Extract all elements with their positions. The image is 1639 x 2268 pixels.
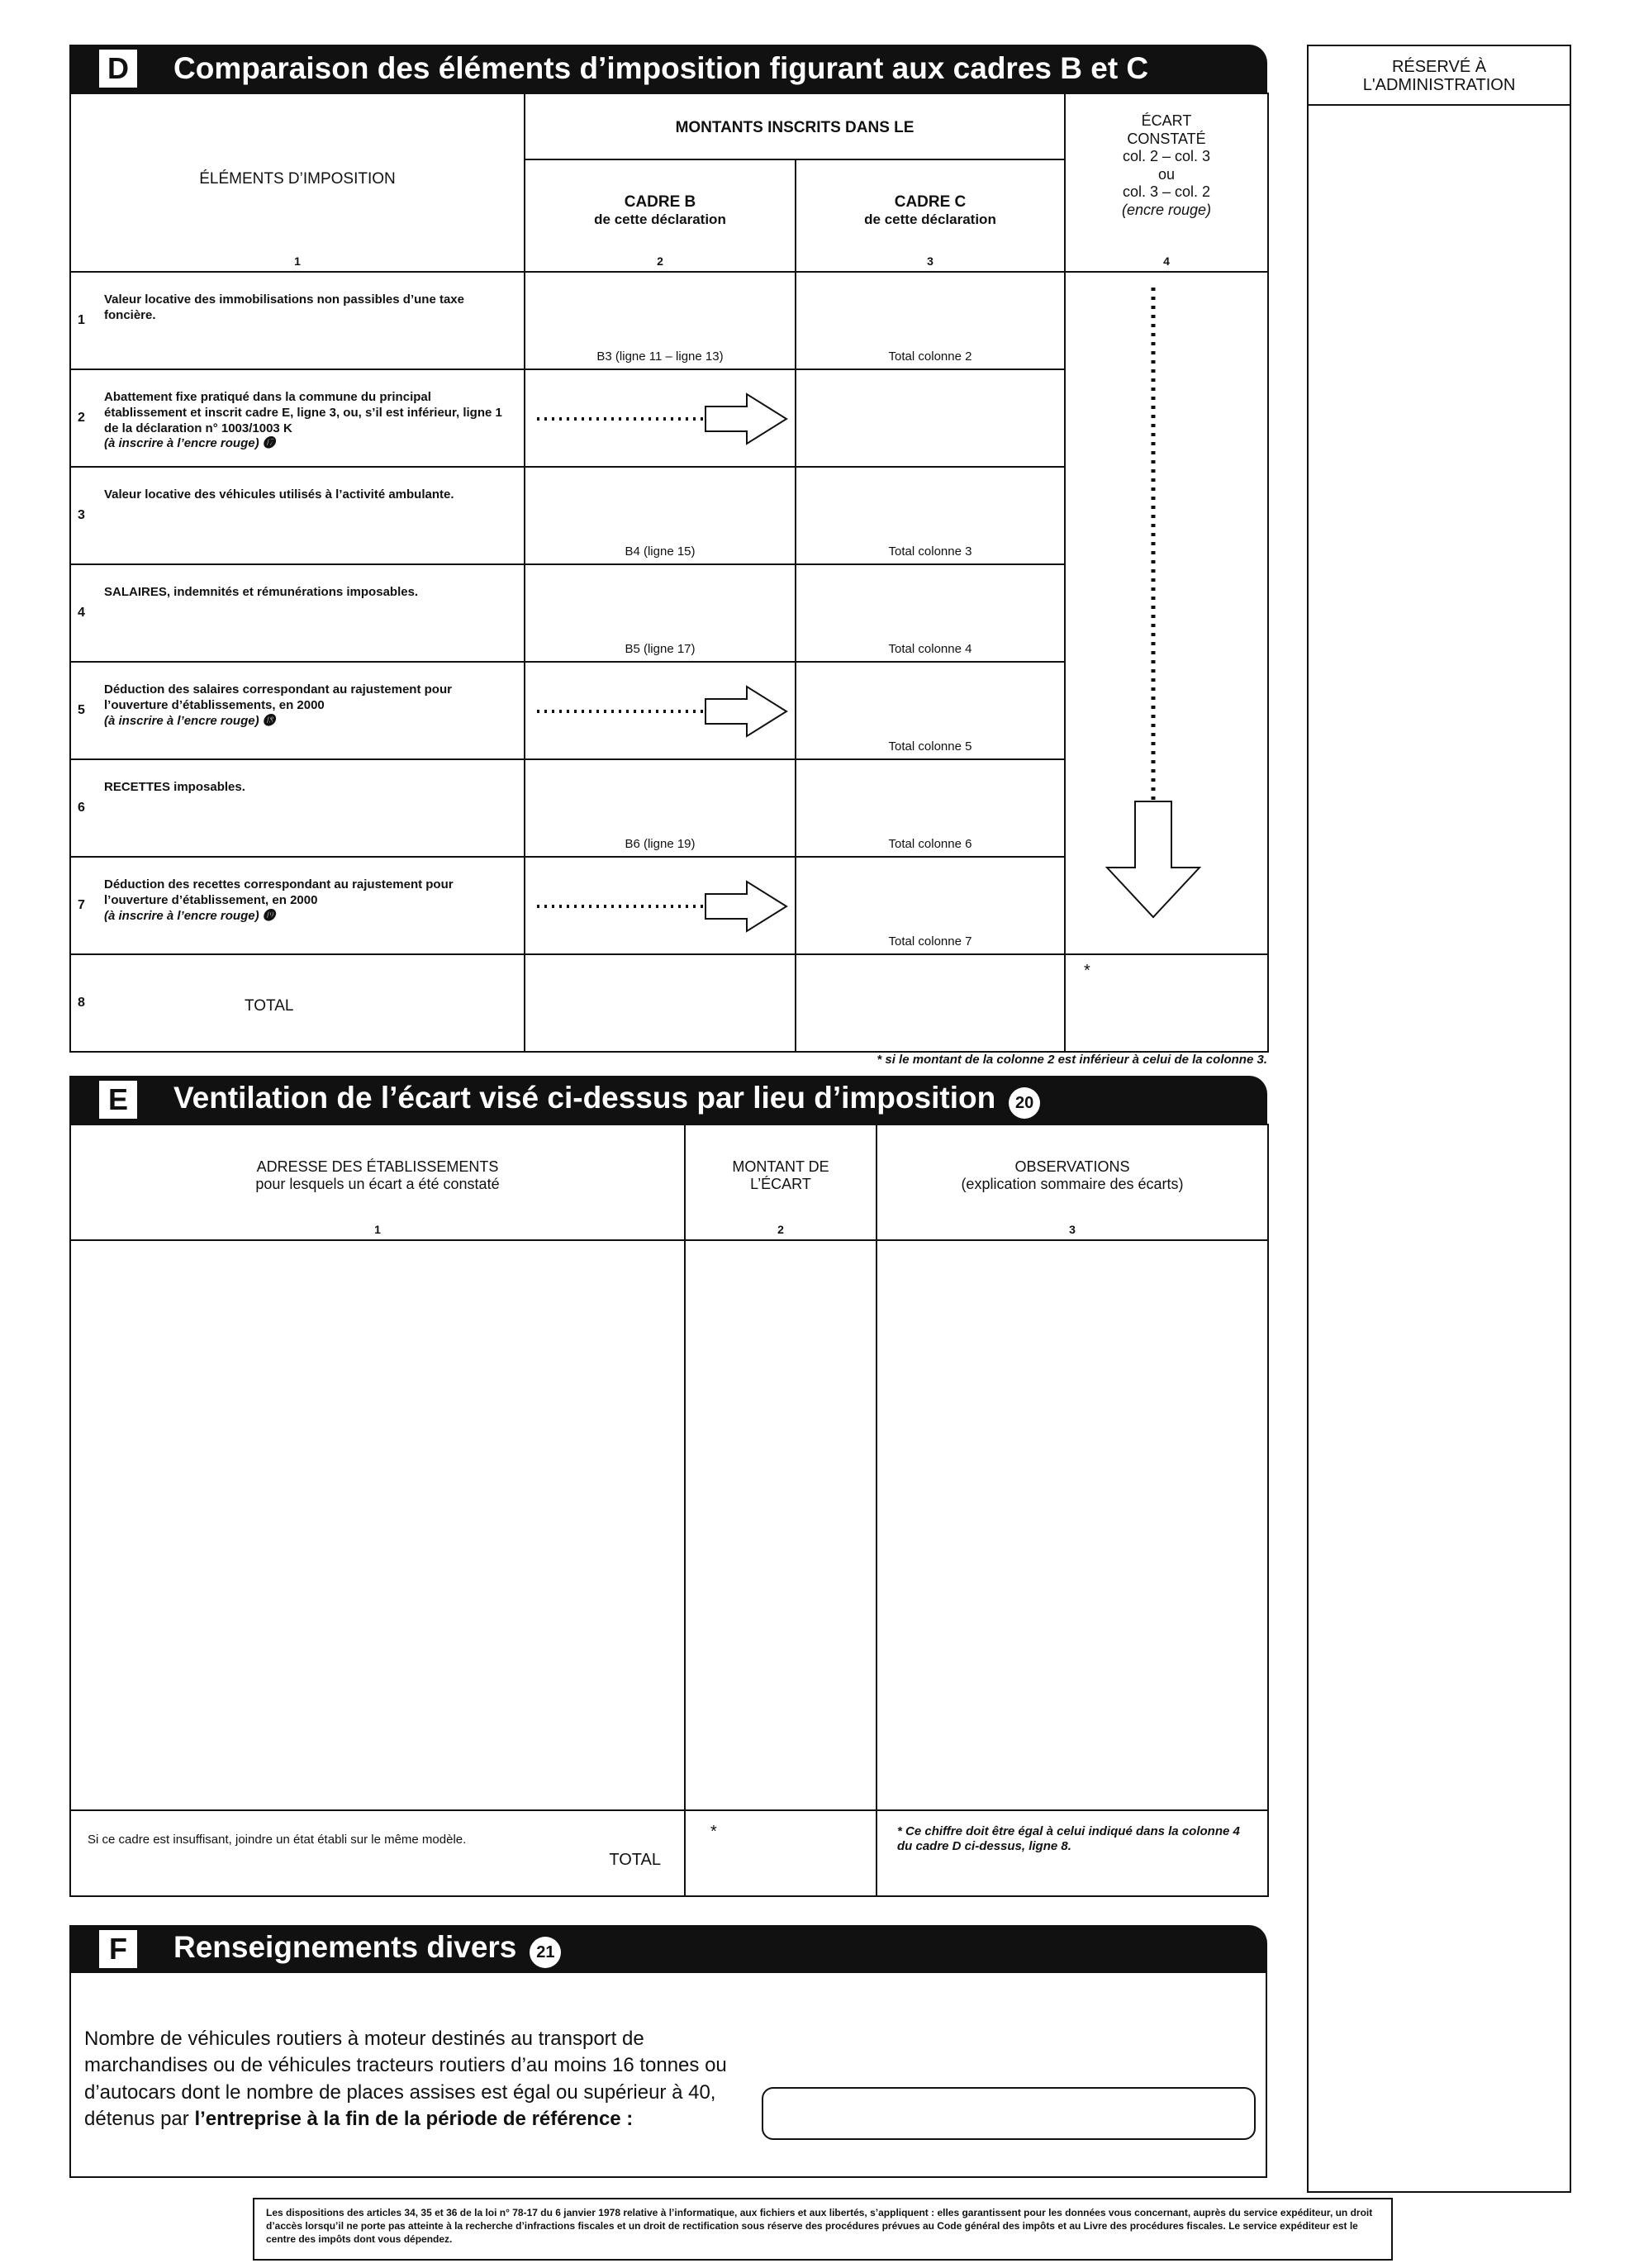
d-colnum-3: 3 (927, 254, 934, 268)
section-f-title (173, 1930, 561, 1969)
d-col1-header (70, 93, 525, 272)
d-group-header-text: MONTANTS INSCRITS DANS LE (675, 119, 915, 136)
d-row-cadre-c-field[interactable] (796, 954, 1065, 1052)
e-footer-left (70, 1810, 685, 1896)
e-col1-sub: pour lesquels un écart a été constaté (255, 1176, 500, 1192)
d-row-label (88, 479, 524, 503)
d-row-label-cell (70, 564, 525, 662)
d-col1-header-text: ÉLÉMENTS D’IMPOSITION (199, 170, 396, 188)
d-row-label-text: RECETTES imposables. (104, 780, 245, 794)
d-row-label (88, 772, 524, 796)
e-footer-left-text: Si ce cadre est insuffisant, joindre un état établi sur le même modèle. (88, 1833, 467, 1847)
e-amount-field[interactable] (685, 1240, 877, 1810)
d-row-cadre-b-field (525, 857, 796, 954)
d-total-ecart-field[interactable] (1065, 954, 1268, 1052)
d-row-cadre-b-ref: B6 (ligne 19) (625, 837, 696, 851)
d-row-label (88, 674, 524, 729)
d-row-cadre-b-field[interactable] (525, 272, 796, 369)
e-address-field[interactable] (70, 1240, 685, 1810)
right-arrow-icon (530, 877, 795, 935)
section-f-text (84, 2026, 745, 2133)
e-total-star: * (710, 1823, 717, 1841)
d-row-label-text: Déduction des recettes correspondant au rajustement pour l’ouverture d’établissement, en 2000 (104, 877, 454, 907)
d-row-number: 4 (78, 606, 85, 620)
d-row-cadre-c-field[interactable] (796, 369, 1065, 467)
d-row-number: 1 (78, 313, 85, 327)
section-e-title-text: Ventilation de l’écart visé ci-dessus par lieu d’imposition (173, 1080, 996, 1115)
d-row-note: (à inscrire à l’encre rouge) ⓳ (104, 908, 275, 923)
e-col1-header (70, 1124, 685, 1240)
e-col2-header-text: MONTANT DE L’ÉCART (732, 1158, 829, 1192)
e-col3-header-text: OBSERVATIONS (1014, 1158, 1130, 1175)
section-f-letter: F (97, 1928, 139, 1970)
d-row-note: (à inscrire à l’encre rouge) ⓱ (104, 436, 275, 451)
d-row-cadre-b-field[interactable] (525, 759, 796, 857)
d-row-cadre-b-field[interactable] (525, 954, 796, 1052)
section-f-note-badge: 21 (530, 1937, 561, 1968)
section-e-table (69, 1124, 1269, 1897)
section-d-title: Comparaison des éléments d’imposition figurant aux cadres B et C (173, 51, 1149, 85)
d-col2-sub: de cette déclaration (594, 212, 726, 227)
section-f-header (69, 1925, 1267, 1973)
d-col4-header-text: ÉCART CONSTATÉ (1127, 112, 1206, 147)
d-row-label-cell (70, 954, 525, 1052)
d-col4-sub4: (encre rouge) (1121, 201, 1212, 218)
d-row-cadre-c-field[interactable] (796, 467, 1065, 564)
d-col4-sub1: col. 2 – col. 3 (1122, 148, 1211, 165)
d-row-label-text: TOTAL (245, 997, 294, 1015)
d-colnum-2: 2 (657, 254, 663, 268)
d-row-cadre-b-ref: B4 (ligne 15) (625, 544, 696, 559)
d-row-cadre-c-ref: Total colonne 2 (888, 349, 972, 364)
d-col2-header-text: CADRE B (624, 193, 696, 211)
vehicle-count-input[interactable] (762, 2087, 1256, 2140)
d-row-number: 5 (78, 703, 85, 717)
d-row-label-text: Déduction des salaires correspondant au rajustement pour l’ouverture d’établissements, en 2000 (104, 682, 452, 712)
legal-notice-text: Les dispositions des articles 34, 35 et 36 de la loi n° 78-17 du 6 janvier 1978 relative à l’informatique, aux fichiers et aux libertés, s’appliquent : elles garantissent pour les données vous concernant, auprès du service expéditeur, un droit d’accès lorsqu’il ne porte pas atteinte à la recherche d’infractions fiscales et un droit de rectification sous réserve des procédures prévues au Code général des impôts et au Livre des procédures fiscales. Le service expéditeur est le centre des impôts dont vous dépendez. (266, 2207, 1373, 2246)
d-row-label-text: Valeur locative des véhicules utilisés à l’activité ambulante. (104, 487, 454, 502)
d-row-label (88, 577, 524, 601)
e-total-amount-field[interactable] (685, 1810, 877, 1896)
d-row-cadre-c-ref: Total colonne 7 (888, 934, 972, 949)
section-d-header (69, 45, 1267, 93)
d-row-1 (70, 272, 1268, 369)
d-row-cadre-c-ref: Total colonne 4 (888, 642, 972, 656)
e-colnum-1: 1 (374, 1223, 381, 1236)
d-col3-header-text: CADRE C (894, 193, 967, 211)
d-col4-sub3: col. 3 – col. 2 (1122, 183, 1211, 201)
d-col2-header (525, 159, 796, 272)
d-row-8 (70, 954, 1268, 1052)
e-col3-sub: (explication sommaire des écarts) (961, 1176, 1184, 1192)
section-f-text-plain: Nombre de véhicules routiers à moteur destinés au transport de marchandises ou de véhicules tracteurs routiers d’au moins 16 tonnes ou d’autocars dont le nombre de places assises est égal ou supérieur à 40, détenus par (84, 2028, 727, 2131)
d-row-number: 6 (78, 801, 85, 815)
ecart-down-arrow-icon (1099, 281, 1206, 934)
d-row-cadre-c-ref: Total colonne 5 (888, 739, 972, 754)
d-col3-sub: de cette déclaration (864, 212, 996, 227)
section-d-table (69, 93, 1269, 1053)
d-col3-header (796, 159, 1065, 272)
admin-reserved-title: RÉSERVÉ À L'ADMINISTRATION (1309, 46, 1570, 106)
d-row-cadre-b-field[interactable] (525, 467, 796, 564)
d-row-number: 3 (78, 508, 85, 522)
d-row-cadre-b-ref: B3 (ligne 11 – ligne 13) (596, 349, 724, 364)
admin-reserved-box (1307, 45, 1571, 2193)
d-row-cadre-b-field (525, 662, 796, 759)
d-col4-sub2: ou (1157, 165, 1176, 183)
section-f-title-text: Renseignements divers (173, 1929, 517, 1964)
d-colnum-4: 4 (1163, 254, 1170, 268)
section-e-letter: E (97, 1079, 139, 1120)
e-colnum-3: 3 (1069, 1223, 1076, 1236)
d-row-cadre-c-field[interactable] (796, 662, 1065, 759)
d-row-label-cell (70, 467, 525, 564)
d-row-label-cell (70, 369, 525, 467)
d-row-label-text: SALAIRES, indemnités et rémunérations imposables. (104, 585, 419, 599)
e-footer-right (877, 1810, 1268, 1896)
e-col3-header (877, 1124, 1268, 1240)
section-d-letter: D (97, 48, 139, 89)
e-col2-header (685, 1124, 877, 1240)
d-row-number: 8 (78, 996, 85, 1010)
d-total-star: * (1084, 962, 1090, 980)
section-e-title (173, 1081, 1040, 1120)
d-row-label (88, 869, 524, 924)
legal-notice (253, 2198, 1393, 2261)
d-group-header (525, 93, 1065, 159)
section-f-text-bold: l’entreprise à la fin de la période de référence : (194, 2108, 634, 2131)
d-col4-header (1065, 93, 1268, 272)
right-arrow-icon (530, 390, 795, 448)
d-row-cadre-c-ref: Total colonne 3 (888, 544, 972, 559)
d-row-number: 7 (78, 898, 85, 912)
d-row-cadre-b-field (525, 369, 796, 467)
d-row-cadre-c-field[interactable] (796, 857, 1065, 954)
d-row-label (245, 996, 293, 1016)
d-row-label-cell (70, 662, 525, 759)
d-row-cadre-c-field[interactable] (796, 759, 1065, 857)
e-observations-field[interactable] (877, 1240, 1268, 1810)
d-row-cadre-c-field[interactable] (796, 272, 1065, 369)
section-e-header (69, 1076, 1267, 1124)
e-footer-right-text: * Ce chiffre doit être égal à celui indiqué dans la colonne 4 du cadre D ci-dessus, ligne 8. (897, 1824, 1240, 1853)
e-col1-header-text: ADRESSE DES ÉTABLISSEMENTS (256, 1158, 499, 1175)
d-row-note: (à inscrire à l’encre rouge) ⓲ (104, 713, 275, 728)
section-e-note-badge: 20 (1009, 1087, 1040, 1119)
d-colnum-1: 1 (294, 254, 301, 268)
d-row-cadre-b-ref: B5 (ligne 17) (625, 642, 696, 656)
d-row-cadre-c-ref: Total colonne 6 (888, 837, 972, 851)
d-row-label-text: Valeur locative des immobilisations non passibles d’une taxe foncière. (104, 292, 464, 322)
d-row-cadre-c-field[interactable] (796, 564, 1065, 662)
section-f-body (69, 1973, 1267, 2178)
d-row-label (88, 284, 524, 324)
d-row-number: 2 (78, 411, 85, 425)
d-row-label-cell (70, 272, 525, 369)
e-colnum-2: 2 (777, 1223, 784, 1236)
e-total-label: TOTAL (609, 1851, 661, 1869)
d-row-label (88, 382, 524, 452)
d-row-label-cell (70, 857, 525, 954)
d-row-cadre-b-field[interactable] (525, 564, 796, 662)
d-row-label-text: Abattement fixe pratiqué dans la commune du principal établissement et inscrit cadre E, ligne 3, ou, s’il est inférieur, ligne 1 de la déclaration n° 1003/1003 K (104, 390, 502, 435)
section-d-footnote: * si le montant de la colonne 2 est inférieur à celui de la colonne 3. (877, 1053, 1267, 1067)
d-row-label-cell (70, 759, 525, 857)
right-arrow-icon (530, 682, 795, 740)
